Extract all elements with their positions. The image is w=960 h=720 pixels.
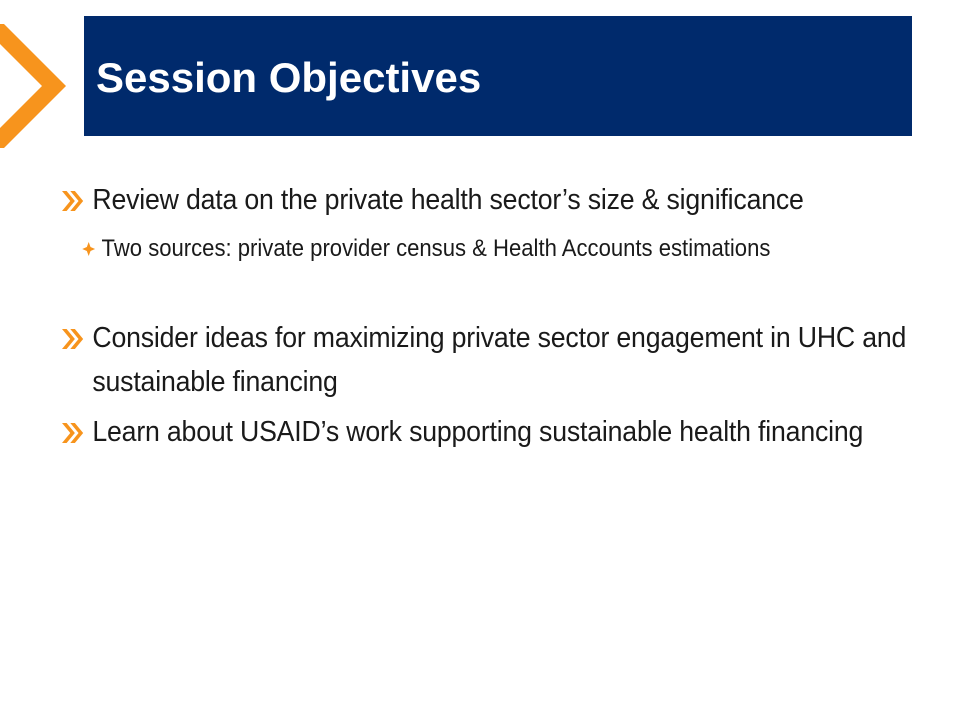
list-item — [62, 232, 819, 300]
orange-chevron-logo-icon — [0, 10, 90, 160]
bullet-text: Learn about USAID’s work supporting sustainable health financing — [92, 416, 864, 448]
bullet-list — [62, 178, 912, 454]
bullet-text: Review data on the private health sector’s size & significance — [92, 184, 804, 216]
double-chevron-right-icon — [62, 423, 84, 443]
list-item — [62, 316, 920, 404]
sub-list-wrapper — [62, 232, 912, 300]
double-chevron-right-icon — [62, 329, 84, 349]
sub-bullet-list — [62, 232, 912, 300]
diamond-bullet-icon — [82, 242, 95, 256]
list-item — [62, 178, 920, 222]
list-item — [62, 410, 920, 454]
sub-bullet-text: Two sources: private provider census & Health Accounts estimations — [101, 235, 771, 262]
slide-title: Session Objectives — [96, 54, 482, 101]
double-chevron-right-icon — [62, 191, 84, 211]
bullet-text: Consider ideas for maximizing private sector engagement in UHC and sustainable financing — [92, 322, 907, 398]
